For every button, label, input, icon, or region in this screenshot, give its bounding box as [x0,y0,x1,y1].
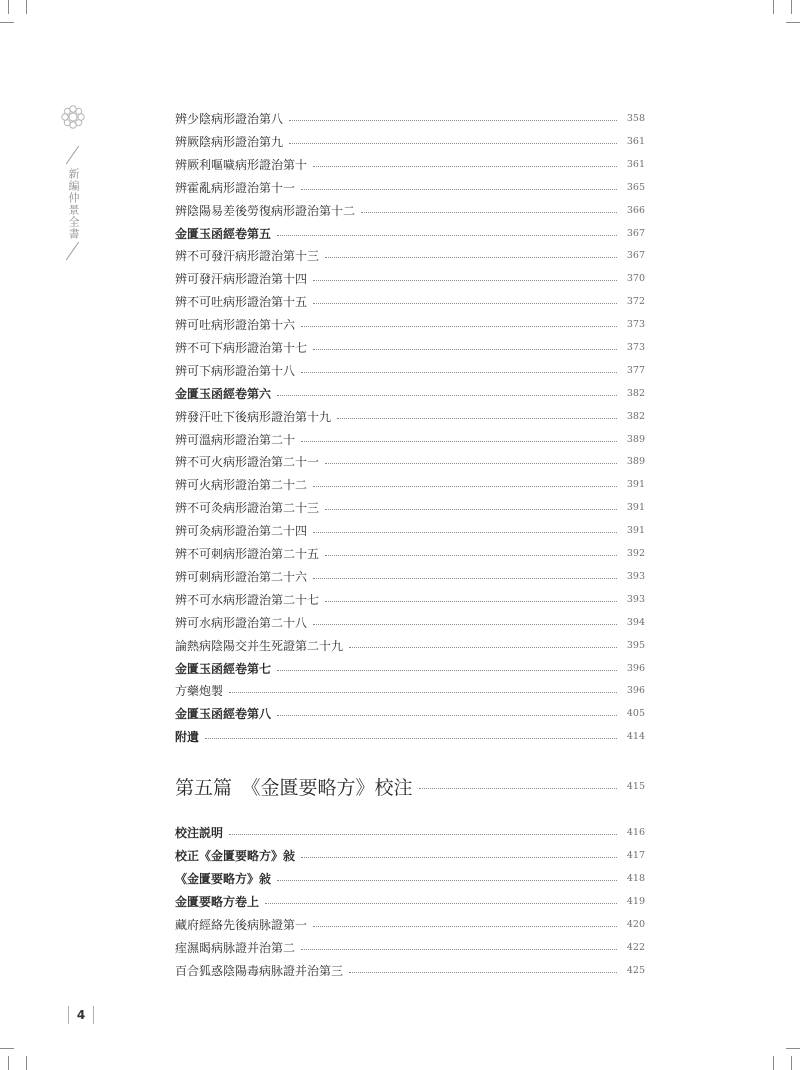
toc-entry-title: 方藥炮製 [175,683,224,698]
toc-entry-page: 389 [626,433,645,445]
toc-entry-page: 415 [626,780,645,792]
toc-entry-title: 校正《金匱要略方》敍 [175,848,296,863]
toc-entry [175,658,645,678]
toc-entry-page: 419 [626,895,645,907]
toc-entry-title: 辨不可吐病形證治第十五 [175,294,308,309]
toc-entry-page: 393 [626,570,645,582]
toc-entry-page: 416 [626,826,645,838]
dot-leader [301,371,617,373]
toc-entry-page: 377 [626,364,645,376]
toc-entry-title: 辨可火病形證治第二十二 [175,477,308,492]
toc-entry-title: 百合狐惑陰陽毒病脉證并治第三 [175,963,344,978]
toc-entry [175,914,645,934]
toc-entry-page: 425 [626,964,645,976]
page-number: 4 [68,1006,94,1024]
dot-leader [229,691,617,693]
toc-entry [175,845,645,865]
toc-entry [175,223,645,243]
dot-leader [277,669,617,671]
toc-entry [175,474,645,494]
toc-entry-title: 附遺 [175,729,200,744]
toc-entry-page: 414 [626,730,645,742]
toc-entry-title: 辨可刺病形證治第二十六 [175,569,308,584]
dot-leader [277,394,617,396]
toc-entry [175,245,645,265]
toc-entry [175,612,645,632]
toc-entry-title: 辨不可發汗病形證治第十三 [175,248,320,263]
dot-leader [313,348,617,350]
dot-leader [265,902,617,904]
toc-entry [175,566,645,586]
toc-entry [175,520,645,540]
dot-leader [229,833,617,835]
part-heading [175,773,645,799]
toc-entry-title: 辨可吐病形證治第十六 [175,317,296,332]
dot-leader [313,165,617,167]
crop-mark [0,1048,14,1049]
dot-leader [325,554,617,556]
dot-leader [349,971,617,973]
toc-entry [175,268,645,288]
toc-entry [175,200,645,220]
toc-entry [175,497,645,517]
dot-leader [313,577,617,579]
crop-mark [791,1056,792,1070]
dot-leader [325,508,617,510]
dot-leader [277,234,617,236]
dot-leader [361,211,617,213]
crop-mark [8,1056,9,1070]
toc-entry-page: 418 [626,872,645,884]
toc-entry [175,543,645,563]
toc-entry-page: 395 [626,639,645,651]
toc-entry-title: 辨可發汗病形證治第十四 [175,271,308,286]
toc-entry-page: 358 [626,112,645,124]
toc-entry-title: 《金匱要略方》敍 [175,871,272,886]
toc-entry-page: 391 [626,524,645,536]
running-title: 新編仲景全書 [67,168,80,240]
toc-entry-page: 417 [626,849,645,861]
crop-mark [26,1056,27,1070]
toc-entry-page: 367 [626,227,645,239]
crop-mark [786,22,800,23]
toc-entry-title: 金匱玉函經卷第五 [175,226,272,241]
toc-entry-title: 辨發汗吐下後病形證治第十九 [175,409,332,424]
toc-entry [175,314,645,334]
toc-entry-page: 382 [626,387,645,399]
toc-entry [175,429,645,449]
crop-mark [773,1056,774,1070]
toc-entry [175,703,645,723]
toc-entry-page: 405 [626,707,645,719]
toc-entry [175,868,645,888]
toc-entry-title: 校注説明 [175,825,224,840]
dot-leader [313,485,617,487]
toc-entry [175,177,645,197]
dot-leader [313,623,617,625]
toc-entry-page: 370 [626,272,645,284]
toc-entry [175,891,645,911]
toc-entry [175,406,645,426]
toc-entry-title: 藏府經絡先後病脉證第一 [175,917,308,932]
toc-entry-title: 辨不可水病形證治第二十七 [175,592,320,607]
toc-entry [175,937,645,957]
dot-leader [301,440,617,442]
toc-entry [175,154,645,174]
toc-entry-title: 金匱玉函經卷第六 [175,386,272,401]
crop-mark [26,0,27,14]
dot-leader [301,856,617,858]
toc-entry-title: 辨厥利嘔噦病形證治第十 [175,157,308,172]
dot-leader [325,462,617,464]
toc-entry-title: 辨少陰病形證治第八 [175,111,284,126]
side-divider [66,242,79,261]
toc-entry-page: 372 [626,295,645,307]
toc-entry-title: 辨厥陰病形證治第九 [175,134,284,149]
toc-entry [175,291,645,311]
toc-entry-title: 辨可下病形證治第十八 [175,363,296,378]
dot-leader [301,325,617,327]
toc-entry [175,589,645,609]
toc-entry-title: 辨不可火病形證治第二十一 [175,454,320,469]
dot-leader [419,787,617,789]
toc-entry-title: 金匱玉函經卷第七 [175,661,272,676]
toc-entry [175,451,645,471]
toc-entry-page: 373 [626,318,645,330]
toc-entry [175,635,645,655]
toc-entry-page: 366 [626,204,645,216]
toc-entry [175,360,645,380]
dot-leader [289,142,617,144]
toc-entry-page: 367 [626,249,645,261]
toc-entry-title: 第五篇 《金匱要略方》校注 [175,776,413,799]
crop-mark [773,0,774,14]
side-divider [66,146,79,165]
crop-mark [0,22,14,23]
toc-entry-page: 420 [626,918,645,930]
toc-entry [175,383,645,403]
dot-leader [301,948,617,950]
toc-entry-title: 辨不可刺病形證治第二十五 [175,546,320,561]
toc-entry [175,337,645,357]
toc-entry [175,131,645,151]
toc-entry-title: 辨可水病形證治第二十八 [175,615,308,630]
dot-leader [337,417,617,419]
toc-entry-title: 論熱病陰陽交并生死證第二十九 [175,638,344,653]
dot-leader [313,925,617,927]
toc-entry-title: 辨可溫病形證治第二十 [175,432,296,447]
toc-entry-title: 金匱玉函經卷第八 [175,706,272,721]
dot-leader [277,714,617,716]
dot-leader [325,600,617,602]
toc-entry-title: 辨不可灸病形證治第二十三 [175,500,320,515]
toc-entry-title: 辨陰陽易差後勞復病形證治第十二 [175,203,356,218]
crop-mark [8,0,9,14]
crop-mark [786,1048,800,1049]
toc-entry-page: 382 [626,410,645,422]
toc-entry [175,108,645,128]
toc-entry-page: 392 [626,547,645,559]
toc-entry-page: 361 [626,135,645,147]
toc-entry-page: 391 [626,478,645,490]
toc-entry-page: 396 [626,662,645,674]
toc-entry-page: 389 [626,455,645,467]
toc-entry-page: 373 [626,341,645,353]
dot-leader [325,256,617,258]
toc-entry [175,960,645,980]
toc-entry-title: 辨霍亂病形證治第十一 [175,180,296,195]
toc-entry-page: 393 [626,593,645,605]
dot-leader [289,119,617,121]
toc-entry-title: 辨不可下病形證治第十七 [175,340,308,355]
dot-leader [313,302,617,304]
toc-entry [175,822,645,842]
dot-leader [313,531,617,533]
toc-entry-page: 361 [626,158,645,170]
flower-ornament-icon [60,104,86,130]
toc-entry [175,726,645,746]
toc-entry-title: 痓濕暍病脉證并治第二 [175,940,296,955]
toc-entry-title: 辨可灸病形證治第二十四 [175,523,308,538]
toc-entry-page: 396 [626,684,645,696]
dot-leader [301,188,617,190]
toc-entry-page: 365 [626,181,645,193]
toc-entry-title: 金匱要略方卷上 [175,894,260,909]
toc-entry-page: 391 [626,501,645,513]
dot-leader [205,737,617,739]
crop-mark [791,0,792,14]
toc-entry-page: 394 [626,616,645,628]
dot-leader [277,879,617,881]
toc-entry [175,680,645,700]
dot-leader [313,279,617,281]
toc-entry-page: 422 [626,941,645,953]
dot-leader [349,646,617,648]
